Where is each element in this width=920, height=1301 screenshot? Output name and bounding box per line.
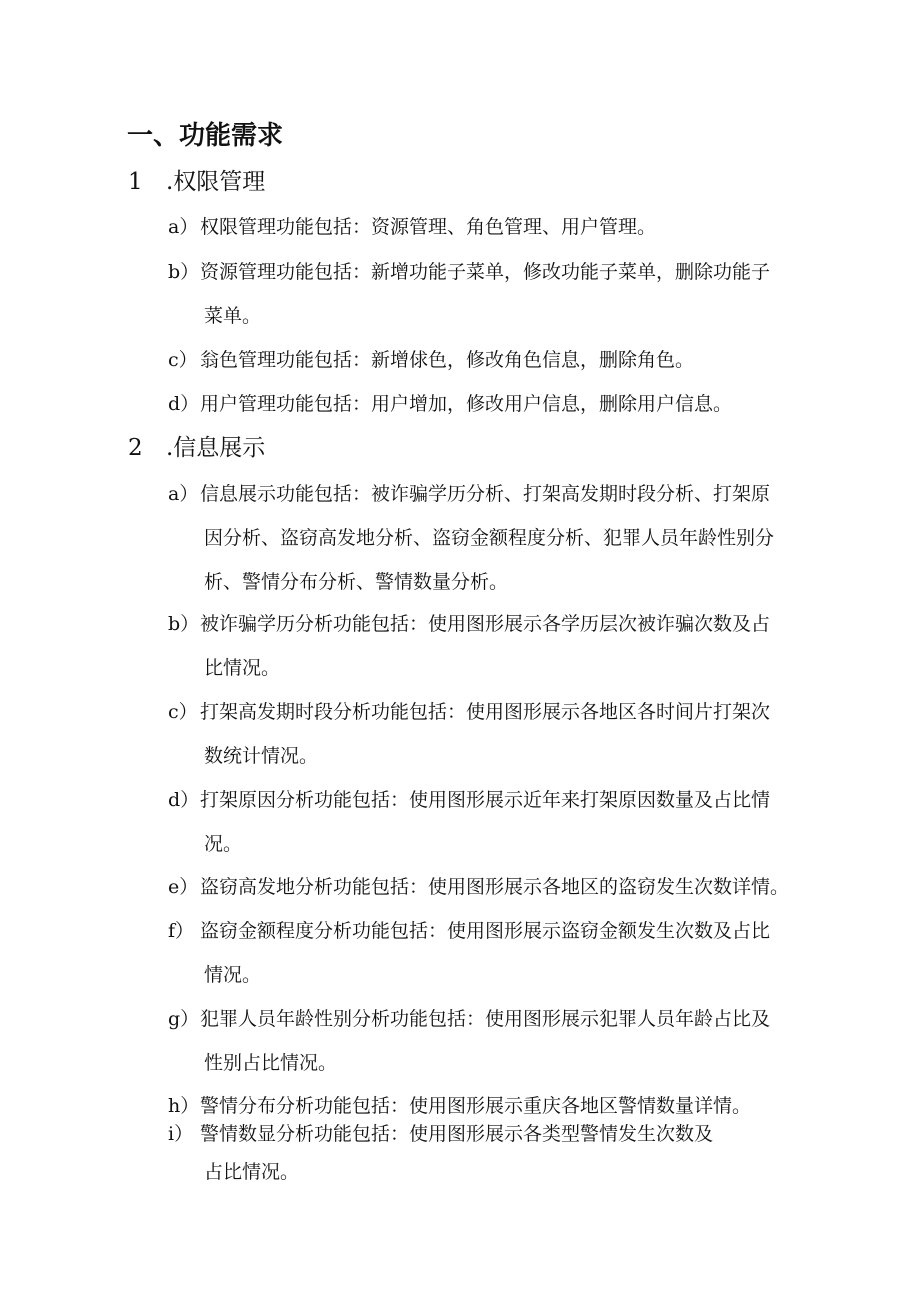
item-text-continued: 情况。 <box>204 964 262 986</box>
main-heading: 一、功能需求 <box>127 121 284 151</box>
item-text-continued: 况。 <box>204 833 243 855</box>
section-2-number: 2 <box>128 435 143 461</box>
section-1-item-a <box>168 205 818 249</box>
item-text: 翁色管理功能包括：新增俅色，修改角色信息，删除角色。 <box>200 349 695 371</box>
item-text: 打架原因分析功能包括：使用图形展示近年来打架原因数量及占比情 <box>200 789 771 811</box>
item-label: f） <box>168 920 195 942</box>
item-label: h） <box>168 1095 200 1117</box>
item-label: e） <box>168 876 199 898</box>
section-2-item-e <box>168 865 818 909</box>
section-2-item-d <box>168 778 818 866</box>
item-label: b） <box>168 613 200 635</box>
section-1-heading <box>128 166 265 198</box>
section-2-item-i <box>168 1115 818 1191</box>
item-label: a） <box>168 216 199 238</box>
section-2-item-c <box>168 690 818 778</box>
item-text: 权限管理功能包括：资源管理、角色管理、用户管理。 <box>200 216 657 238</box>
item-text: 警情分布分析功能包括：使用图形展示重庆各地区警情数量详情。 <box>200 1095 752 1117</box>
item-text-continued: 因分析、盗窃高发地分析、盗窃金额程度分析、犯罪人员年龄性别分 <box>204 527 775 549</box>
item-text-continued: 占比情况。 <box>204 1161 300 1183</box>
item-text: 警情数显分析功能包括：使用图形展示各类型警情发生次数及 <box>200 1123 714 1145</box>
item-text: 打架高发期时段分析功能包括：使用图形展示各地区各时间片打架次 <box>200 701 771 723</box>
section-2-title: .信息展示 <box>166 435 266 461</box>
section-1-number: 1 <box>128 169 143 195</box>
item-label: c） <box>168 701 198 723</box>
item-text: 盗窃高发地分析功能包括：使用图形展示各地区的盗窃发生次数详情。 <box>200 876 790 898</box>
section-2-item-f <box>168 909 818 997</box>
item-text: 被诈骗学历分析功能包括：使用图形展示各学历层次被诈骗次数及占 <box>200 613 771 635</box>
section-2-item-a <box>168 472 818 604</box>
section-1-item-d <box>168 382 818 426</box>
item-label: d） <box>168 393 200 415</box>
item-label: c） <box>168 349 198 371</box>
item-label: g） <box>168 1008 200 1030</box>
item-label: i） <box>168 1123 194 1145</box>
item-text-continued: 性别占比情况。 <box>204 1052 338 1074</box>
item-text-continued: 比情况。 <box>204 657 281 679</box>
item-text: 信息展示功能包括：被诈骗学历分析、打架高发期时段分析、打架原 <box>200 483 771 505</box>
item-label: d） <box>168 789 200 811</box>
item-text-continued: 析、警情分布分析、警情数量分析。 <box>204 571 509 593</box>
section-2-heading <box>128 432 265 464</box>
section-1-item-c <box>168 338 818 382</box>
section-2-item-b <box>168 602 818 690</box>
item-text-continued: 数统计情况。 <box>204 745 319 767</box>
item-text-continued: 菜单。 <box>204 305 262 327</box>
item-label: a） <box>168 483 199 505</box>
section-1-item-b <box>168 250 818 338</box>
item-text: 用户管理功能包括：用户增加，修改用户信息，删除用户信息。 <box>200 393 733 415</box>
item-text: 犯罪人员年龄性别分析功能包括：使用图形展示犯罪人员年龄占比及 <box>200 1008 771 1030</box>
section-1-title: .权限管理 <box>166 169 266 195</box>
section-2-item-g <box>168 997 818 1085</box>
item-text: 盗窃金额程度分析功能包括：使用图形展示盗窃金额发生次数及占比 <box>200 920 771 942</box>
item-text: 资源管理功能包括：新增功能子菜单，修改功能子菜单，删除功能子 <box>200 261 771 283</box>
item-label: b） <box>168 261 200 283</box>
